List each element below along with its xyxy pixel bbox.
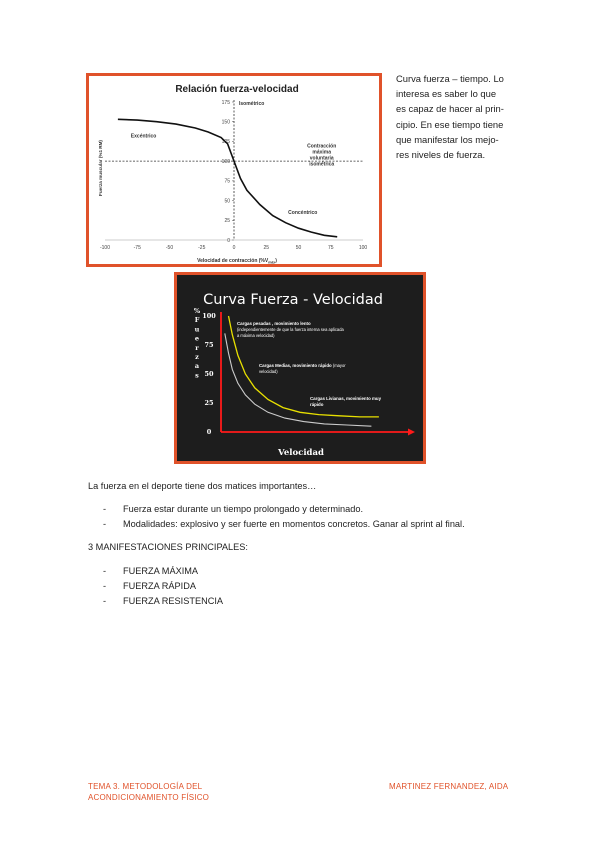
chart2-y-letter: % [193,307,201,315]
chart2-y-letter: s [195,371,199,380]
figure-relacion-fuerza-velocidad [86,73,382,267]
chart1-y-tick: 150 [221,119,230,126]
chart2-y-tick: 75 [204,341,214,349]
chart-curva-fuerza-velocidad [177,275,423,461]
chart1-contraccion-line: Contracción [307,143,337,150]
chart2-y-tick: 100 [202,312,216,320]
list-item: - FUERZA MÁXIMA [103,564,223,579]
chart1-x-tick: -75 [133,245,141,251]
chart1-x-tick: 100 [358,245,368,251]
side-paragraph [396,71,521,162]
chart2-y-letter: F [194,316,200,325]
side-line: cipio. En ese tiempo tiene [396,118,504,130]
chart1-x-label: Velocidad de contracción $(\%V_{máx})$ [197,258,277,264]
chart1-title: Relación fuerza-velocidad [175,84,299,95]
chart1-contraccion-line: isométrica [309,161,335,168]
chart1-y-tick: 100 [221,158,230,165]
chart2-y-letter: r [195,343,199,352]
chart2-y-letter: z [195,353,199,361]
chart1-y-label: Fuerza muscular (%1 RM) [98,140,103,196]
chart2-medias-line: Cargas Medias, movimiento rápido (mayor [259,363,346,368]
chart1-label-concentrico: Concéntrico [288,209,318,216]
intro-paragraph: La fuerza en el deporte tiene dos matices importantes… [88,481,317,491]
chart2-pesadas-line: Cargas pesadas , movimiento lento [237,321,311,326]
side-line: interesa es saber lo que [396,88,497,100]
side-line: Curva fuerza – tiempo. Lo [396,73,504,84]
chart1-label-isometrico: Isométrico [239,101,265,107]
chart1-y-tick: 125 [221,139,230,146]
chart1-x-tick: 25 [263,245,270,251]
chart1-x-tick: -25 [198,245,206,251]
chart1-label-excentrico: Excéntrico [130,133,157,140]
side-line: que manifestar los mejo- [396,133,499,145]
chart2-livianas-line: Cargas Livianas, movimiento muy [310,396,382,401]
chart1-y-tick: 175 [221,99,230,106]
chart2-ticks [202,312,216,436]
chart2-annotation-medias [259,363,346,374]
chart1-label-contraccion [307,144,336,168]
chart1-contraccion-line: voluntaria [309,155,334,162]
chart2-annotation-livianas [310,396,382,407]
footer-line: ACONDICIONAMIENTO FÍSICO [88,793,210,802]
list-item: - Fuerza estar durante un tiempo prolongado y determinado. [103,502,465,517]
chart1-contraccion-line: máxima [312,149,332,156]
side-line: res niveles de fuerza. [396,149,486,161]
chart2-y-tick: 0 [206,428,212,436]
list-item: - Modalidades: explosivo y ser fuerte en momentos concretos. Ganar al sprint al final. [103,517,465,532]
list-item: - FUERZA RESISTENCIA [103,594,223,609]
chart2-y-tick: 25 [204,399,214,407]
chart1-y-tick: 50 [224,198,230,205]
chart1-x-tick: 50 [295,245,302,251]
chart1-x-tick: 0 [232,245,236,251]
footer-course-title [88,781,288,803]
chart2-pesadas-line: (independientemente de que la fuerza interna sea aplicada [237,327,344,332]
matices-list [103,502,465,532]
footer-line: TEMA 3. METODOLOGÍA DEL [88,782,203,791]
manifestaciones-list [103,564,223,609]
chart2-medias-line: velocidad) [259,369,278,374]
chart1-y-tick: 25 [224,218,230,225]
chart2-y-label [194,307,201,379]
chart2-y-letter: e [194,334,200,343]
chart2-y-letter: u [194,325,200,334]
manifestaciones-heading: 3 MANIFESTACIONES PRINCIPALES: [88,542,248,552]
chart2-y-letter: a [194,362,200,371]
chart2-livianas-line: rápido [310,402,324,407]
list-item: - FUERZA RÁPIDA [103,579,223,594]
chart1-x-tick: -50 [165,245,174,251]
chart1-y-tick: 75 [224,178,230,185]
side-line: es capaz de hacer al prin- [396,103,504,115]
chart-relacion-fuerza-velocidad [89,76,379,264]
chart2-y-tick: 50 [204,370,214,378]
chart2-pesadas-line: a máxima velocidad) [237,333,275,338]
chart2-x-axis-arrow [408,429,415,436]
chart2-x-label: Velocidad [278,448,324,458]
figure-curva-fuerza-velocidad [174,272,426,464]
chart2-title: Curva Fuerza - Velocidad [203,292,383,308]
chart1-x-tick: 75 [327,245,334,251]
chart2-annotation-pesadas [237,321,344,338]
chart1-y-tick: 0 [227,237,230,244]
footer-author: MARTINEZ FERNANDEZ, AIDA [389,782,509,791]
chart1-x-tick: -100 [99,245,111,251]
